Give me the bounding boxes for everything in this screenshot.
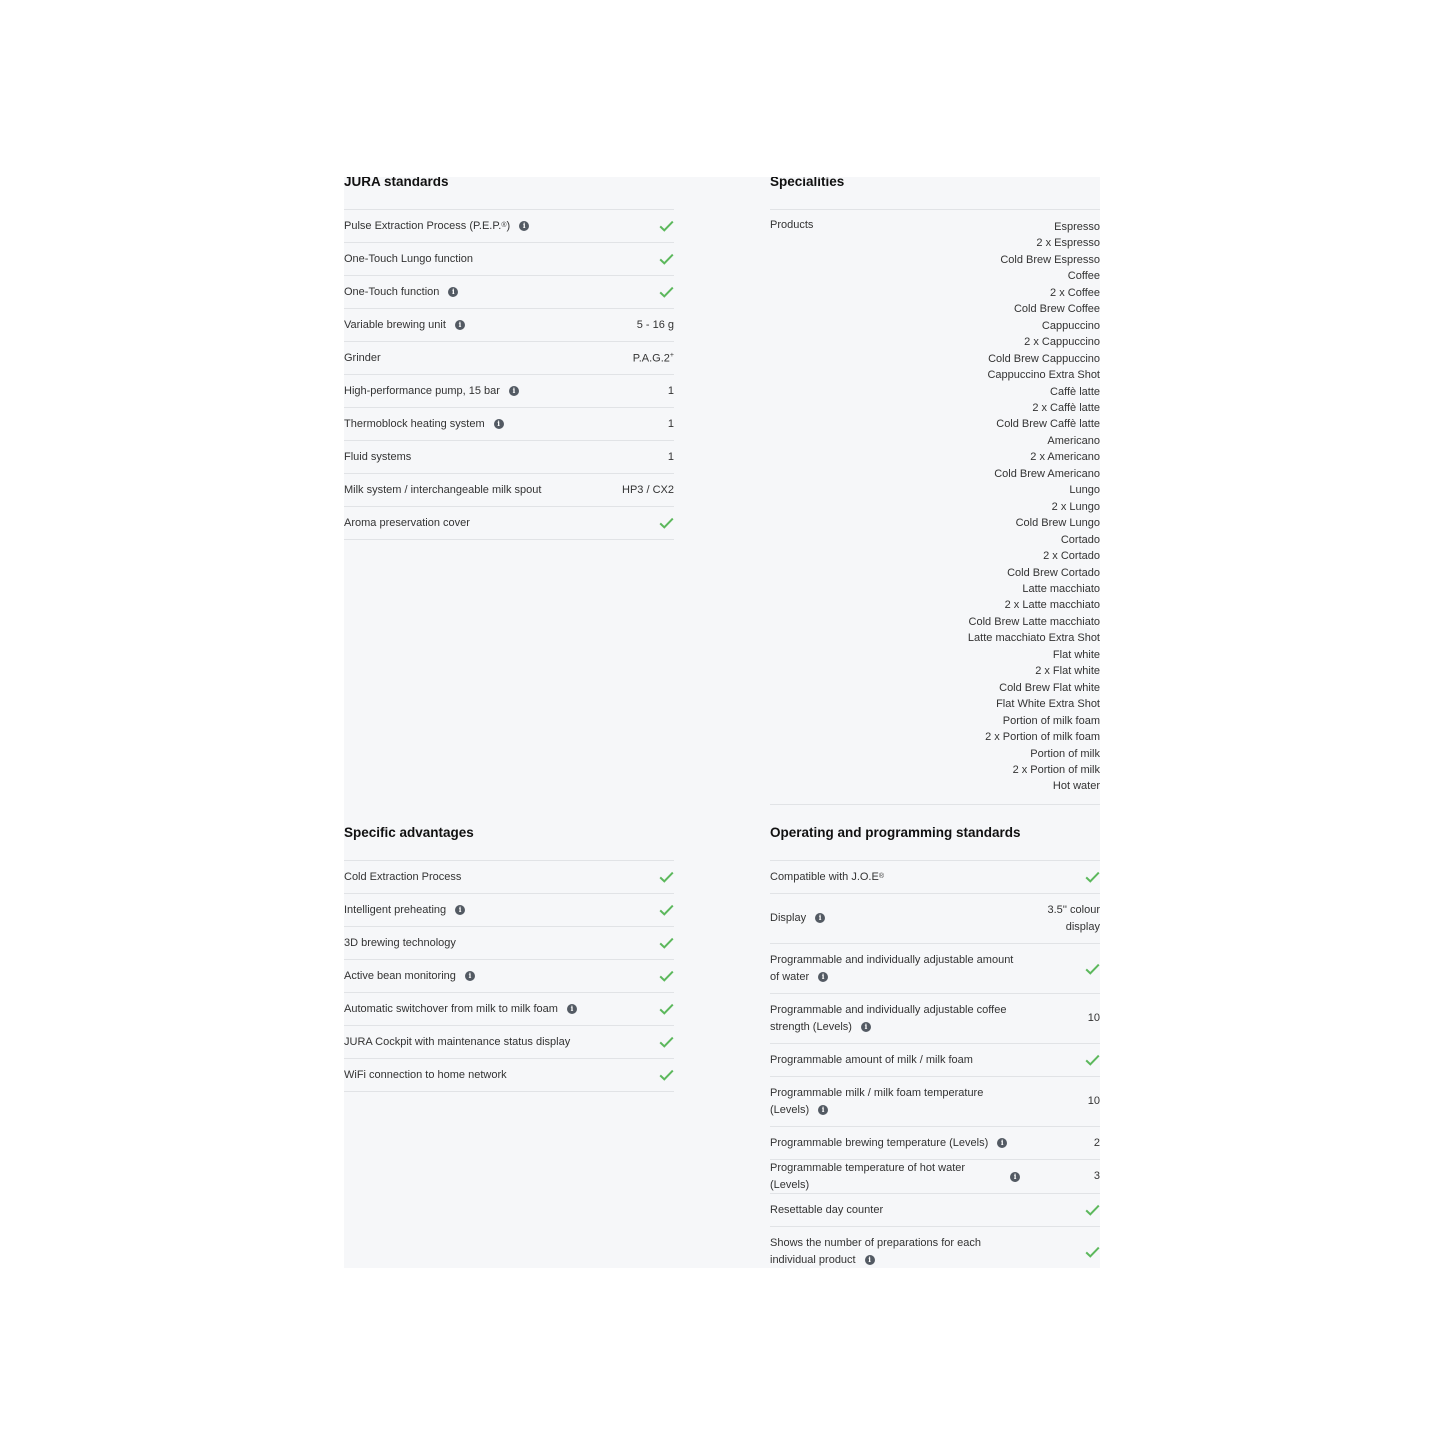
product-item: Cold Brew Caffè latte (996, 418, 1100, 431)
spec-row (344, 1059, 674, 1092)
spec-value: 5 - 16 g (636, 318, 674, 331)
check-icon (659, 517, 674, 529)
info-icon[interactable]: i (818, 972, 828, 982)
specialities-section (770, 177, 1100, 805)
product-item: Flat white (1052, 648, 1100, 661)
product-item: Caffè latte (1050, 385, 1100, 398)
spec-row (770, 1194, 1100, 1227)
spec-label: WiFi connection to home network (344, 1068, 507, 1081)
spec-label: JURA Cockpit with maintenance status display (344, 1035, 571, 1048)
spec-value: HP3 / CX2 (622, 483, 674, 496)
product-item: 2 x Latte macchiato (1004, 599, 1100, 612)
product-item: Cold Brew Coffee (1013, 303, 1100, 316)
info-icon[interactable]: i (465, 971, 475, 981)
spec-row (770, 1044, 1100, 1077)
product-item: 2 x Cortado (1043, 550, 1100, 563)
spec-row (344, 210, 674, 243)
spec-row (344, 309, 674, 342)
check-icon (659, 220, 674, 232)
spec-row (770, 1077, 1100, 1127)
spec-row (344, 861, 674, 894)
check-icon (659, 970, 674, 982)
info-icon[interactable]: i (865, 1255, 875, 1265)
product-item: Flat White Extra Shot (996, 698, 1100, 711)
spec-row (344, 507, 674, 540)
product-item: Hot water (1052, 780, 1100, 793)
product-item: Cold Brew Cortado (1007, 566, 1100, 579)
info-icon[interactable]: i (861, 1022, 871, 1032)
spec-label: One-Touch Lungo function (344, 252, 474, 265)
product-item: Cold Brew Lungo (1015, 517, 1100, 530)
spec-label: Programmable milk / milk foam temperature (Levels) i (770, 1087, 984, 1116)
spec-row (344, 927, 674, 960)
spec-row (344, 342, 674, 375)
spec-label: Programmable amount of milk / milk foam (770, 1053, 973, 1066)
spec-row (770, 944, 1100, 994)
spec-label: Intelligent preheating i (344, 902, 465, 919)
spec-row (344, 993, 674, 1026)
spec-row (770, 1127, 1100, 1160)
product-item: Cold Brew Latte macchiato (968, 615, 1100, 628)
info-icon[interactable]: i (448, 287, 458, 297)
product-item: 2 x Cappuccino (1024, 336, 1100, 349)
spec-row (770, 1160, 1100, 1194)
product-item: Portion of milk (1030, 747, 1100, 760)
spec-label: Thermoblock heating system i (344, 416, 504, 433)
products-row (770, 210, 1100, 805)
spec-label: High-performance pump, 15 bar i (344, 383, 519, 400)
product-item: Latte macchiato Extra Shot (967, 632, 1100, 645)
check-icon (1085, 1246, 1100, 1258)
product-item: Lungo (1069, 484, 1100, 497)
spec-label: Pulse Extraction Process (P.E.P. ® ) i (344, 218, 529, 235)
spec-label: Compatible with J.O.E ® (770, 870, 884, 883)
product-item: Americano (1047, 434, 1100, 447)
spec-label: Variable brewing unit i (344, 317, 465, 334)
product-item: Cold Brew Espresso (1000, 253, 1100, 266)
spec-value: 10 (1087, 1012, 1100, 1025)
spec-value: 3.5'' colour display (1047, 904, 1100, 933)
spec-label: Active bean monitoring i (344, 968, 475, 985)
spec-row (344, 243, 674, 276)
spec-row (770, 994, 1100, 1044)
products-list (968, 219, 1100, 795)
info-icon[interactable]: i (494, 419, 504, 429)
product-item: 2 x Portion of milk (1012, 763, 1100, 776)
check-icon (659, 1036, 674, 1048)
spec-label: Fluid systems (344, 450, 412, 463)
check-icon (659, 1069, 674, 1081)
product-item: Cortado (1060, 533, 1100, 546)
spec-value: 3 (1093, 1170, 1100, 1183)
check-icon (1085, 871, 1100, 883)
spec-row (344, 960, 674, 993)
product-item: Espresso (1054, 221, 1100, 233)
product-item: 2 x Portion of milk foam (985, 731, 1100, 744)
spec-label: One-Touch function i (344, 284, 458, 301)
specific-advantages-section (344, 825, 674, 1092)
check-icon (659, 937, 674, 949)
spec-value: 10 (1087, 1095, 1100, 1108)
check-icon (659, 871, 674, 883)
spec-value: 1 (667, 417, 674, 430)
check-icon (1085, 1204, 1100, 1216)
info-icon[interactable]: i (818, 1105, 828, 1115)
info-icon[interactable]: i (567, 1004, 577, 1014)
products-label: Products (770, 219, 814, 231)
info-icon[interactable]: i (519, 221, 529, 231)
check-icon (659, 1003, 674, 1015)
spec-value: 2 (1093, 1136, 1100, 1149)
spec-label: Resettable day counter (770, 1203, 884, 1216)
check-icon (659, 286, 674, 298)
info-icon[interactable]: i (455, 905, 465, 915)
section-title: Specific advantages (344, 828, 674, 861)
jura-standards-section (344, 177, 674, 540)
spec-row (344, 276, 674, 309)
check-icon (1085, 963, 1100, 975)
section-title: JURA standards (344, 177, 674, 210)
spec-row (770, 1227, 1100, 1268)
spec-row (344, 375, 674, 408)
product-item: Portion of milk foam (1002, 714, 1100, 727)
info-icon[interactable]: i (815, 913, 825, 923)
spec-label: Display i (770, 910, 825, 927)
operating-standards-section (770, 825, 1100, 1268)
section-title: Specialities (770, 177, 1100, 210)
info-icon[interactable]: i (1010, 1172, 1020, 1182)
spec-label: Aroma preservation cover (344, 516, 470, 529)
product-item: Latte macchiato (1022, 582, 1100, 595)
spec-label: Shows the number of preparations for each individual product i (770, 1237, 981, 1266)
spec-value: 1 (667, 450, 674, 463)
product-item: Cold Brew Flat white (999, 681, 1100, 694)
product-item: Cappuccino Extra Shot (987, 369, 1100, 382)
spec-label: Programmable and individually adjustable amount of water i (770, 954, 1014, 983)
spec-row (344, 474, 674, 507)
product-item: 2 x Lungo (1051, 500, 1100, 513)
check-icon (659, 904, 674, 916)
spec-label: Programmable and individually adjustable coffee strength (Levels) i (770, 1004, 1007, 1033)
spec-row (344, 441, 674, 474)
product-item: Cold Brew Cappuccino (988, 352, 1100, 365)
product-item: 2 x Americano (1030, 451, 1100, 464)
check-icon (1085, 1054, 1100, 1066)
spec-row (770, 894, 1100, 944)
spec-label: Milk system / interchangeable milk spout (344, 483, 542, 496)
product-item: 2 x Espresso (1036, 237, 1100, 250)
product-item: Cappuccino (1041, 319, 1100, 332)
spec-value: 1 (667, 384, 674, 397)
info-icon[interactable]: i (997, 1138, 1007, 1148)
spec-label: Automatic switchover from milk to milk foam i (344, 1001, 577, 1018)
product-item: 2 x Flat white (1035, 665, 1100, 678)
spec-label: Programmable temperature of hot water (Levels) i (770, 1160, 1020, 1193)
info-icon[interactable]: i (509, 386, 519, 396)
spec-label: Grinder (344, 351, 381, 364)
product-item: Coffee (1067, 270, 1100, 283)
product-item: Cold Brew Americano (994, 467, 1100, 480)
spec-label: Cold Extraction Process (344, 870, 462, 883)
spec-row (344, 1026, 674, 1059)
info-icon[interactable]: i (455, 320, 465, 330)
spec-label: Programmable brewing temperature (Levels) i (770, 1135, 1007, 1152)
spec-value: P.A.G.2+ (632, 352, 674, 366)
spec-row (770, 861, 1100, 894)
product-item: 2 x Coffee (1050, 286, 1100, 299)
section-title: Operating and programming standards (770, 828, 1100, 861)
spec-row (344, 408, 674, 441)
spec-row (344, 894, 674, 927)
check-icon (659, 253, 674, 265)
product-item: 2 x Caffè latte (1032, 401, 1100, 414)
spec-panel (344, 177, 1100, 1268)
spec-label: 3D brewing technology (344, 936, 456, 949)
